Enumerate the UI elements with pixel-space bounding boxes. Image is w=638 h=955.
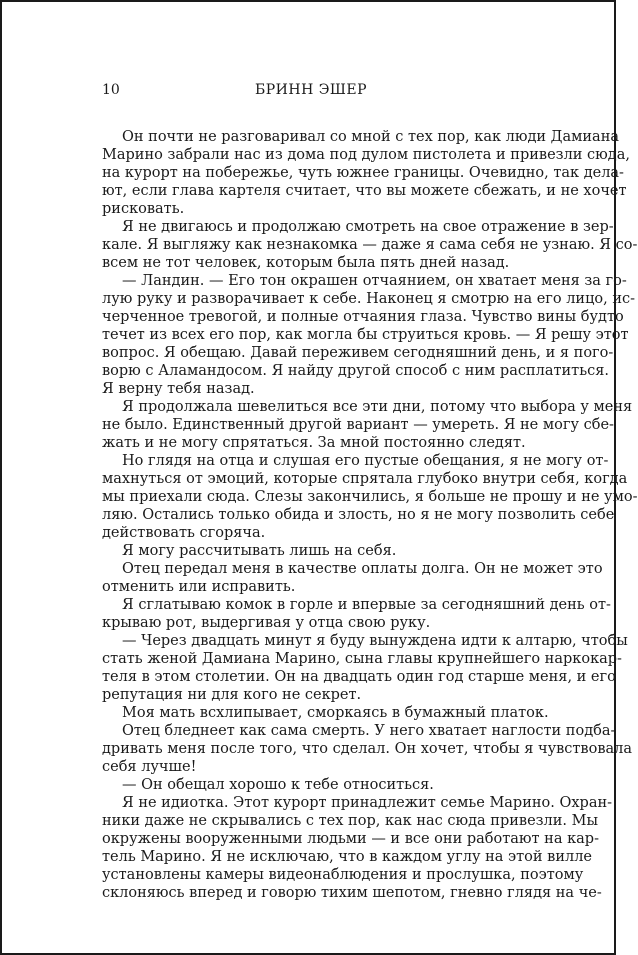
text-line: стать женой Дамиана Марино, сына главы крупнейшего наркокар- (102, 651, 622, 667)
text-line: ют, если глава картеля считает, что вы можете сбежать, и не хочет (102, 183, 627, 199)
text-line: всем не тот человек, которым была пять дней назад. (102, 255, 510, 271)
text-line: ворю с Аламандосом. Я найду другой способ с ним расплатиться. (102, 363, 609, 379)
text-line: Но глядя на отца и слушая его пустые обещания, я не могу от- (122, 453, 609, 469)
text-line: крываю рот, выдергивая у отца свою руку. (102, 615, 431, 631)
text-line: Я верну тебя назад. (102, 381, 255, 397)
text-line: отменить или исправить. (102, 579, 296, 595)
text-line: течет из всех его пор, как могла бы струиться кровь. — Я решу этот (102, 327, 629, 343)
text-line: лую руку и разворачивает к себе. Наконец я смотрю на его лицо, ис- (102, 291, 636, 307)
text-line: склоняюсь вперед и говорю тихим шепотом, гневно глядя на че- (102, 885, 602, 901)
text-line: на курорт на побережье, чуть южнее границы. Очевидно, так дела- (102, 165, 624, 181)
text-line: черченное тревогой, и полные отчаяния глаза. Чувство вины будто (102, 309, 624, 325)
text-line: установлены камеры видеонаблюдения и прослушка, поэтому (102, 867, 584, 883)
text-line: окружены вооруженными людьми — и все они работают на кар- (102, 831, 599, 847)
text-line: Отец передал меня в качестве оплаты долга. Он не может это (122, 561, 603, 577)
text-line: Он почти не разговаривал со мной с тех пор, как люди Дамиана (122, 129, 620, 145)
text-line: дривать меня после того, что сделал. Он хочет, чтобы я чувствовала (102, 741, 632, 757)
page-number: 10 (102, 82, 120, 98)
text-line: не было. Единственный другой вариант — умереть. Я не могу сбе- (102, 417, 614, 433)
text-line: рисковать. (102, 201, 185, 217)
text-line: репутация ни для кого не секрет. (102, 687, 362, 703)
text-line: тель Марино. Я не исключаю, что в каждом углу на этой вилле (102, 849, 592, 865)
text-line: — Он обещал хорошо к тебе относиться. (122, 777, 434, 793)
running-head: БРИНН ЭШЕР (254, 82, 368, 98)
text-line: Отец бледнеет как сама смерть. У него хватает наглости подба- (122, 723, 616, 739)
text-line: теля в этом столетии. Он на двадцать один год старше меня, и его (102, 669, 616, 685)
text-line: жать и не могу спрятаться. За мной постоянно следят. (102, 435, 526, 451)
text-line: вопрос. Я обещаю. Давай переживем сегодняшний день, и я пого- (102, 345, 614, 361)
text-line: Моя мать всхлипывает, сморкаясь в бумажный платок. (122, 705, 549, 721)
text-line: Я могу рассчитывать лишь на себя. (122, 543, 397, 559)
text-line: — Через двадцать минут я буду вынуждена идти к алтарю, чтобы (122, 633, 628, 649)
text-line: действовать сгоряча. (102, 525, 266, 541)
page-header (102, 82, 520, 104)
text-line: махнуться от эмоций, которые спрятала глубоко внутри себя, когда (102, 471, 628, 487)
text-line: Я не двигаюсь и продолжаю смотреть на свое отражение в зер- (122, 219, 614, 235)
text-line: кале. Я выгляжу как незнакомка — даже я сама себя не узнаю. Я со- (102, 237, 638, 253)
text-line: мы приехали сюда. Слезы закончились, я больше не прошу и не умо- (102, 489, 638, 505)
text-line: Я сглатываю комок в горле и впервые за сегодняшний день от- (122, 597, 611, 613)
text-line: Марино забрали нас из дома под дулом пистолета и привезли сюда, (102, 147, 630, 163)
text-line: — Ландин. — Его тон окрашен отчаянием, он хватает меня за го- (122, 273, 627, 289)
text-line: себя лучше! (102, 759, 197, 775)
text-line: Я не идиотка. Этот курорт принадлежит семье Марино. Охран- (122, 795, 613, 811)
text-line: Я продолжала шевелиться все эти дни, потому что выбора у меня (122, 399, 633, 415)
text-line: ники даже не скрывались с тех пор, как нас сюда привезли. Мы (102, 813, 599, 829)
body-text (102, 128, 638, 902)
text-line: ляю. Остались только обида и злость, но я не могу позволить себе (102, 507, 615, 523)
